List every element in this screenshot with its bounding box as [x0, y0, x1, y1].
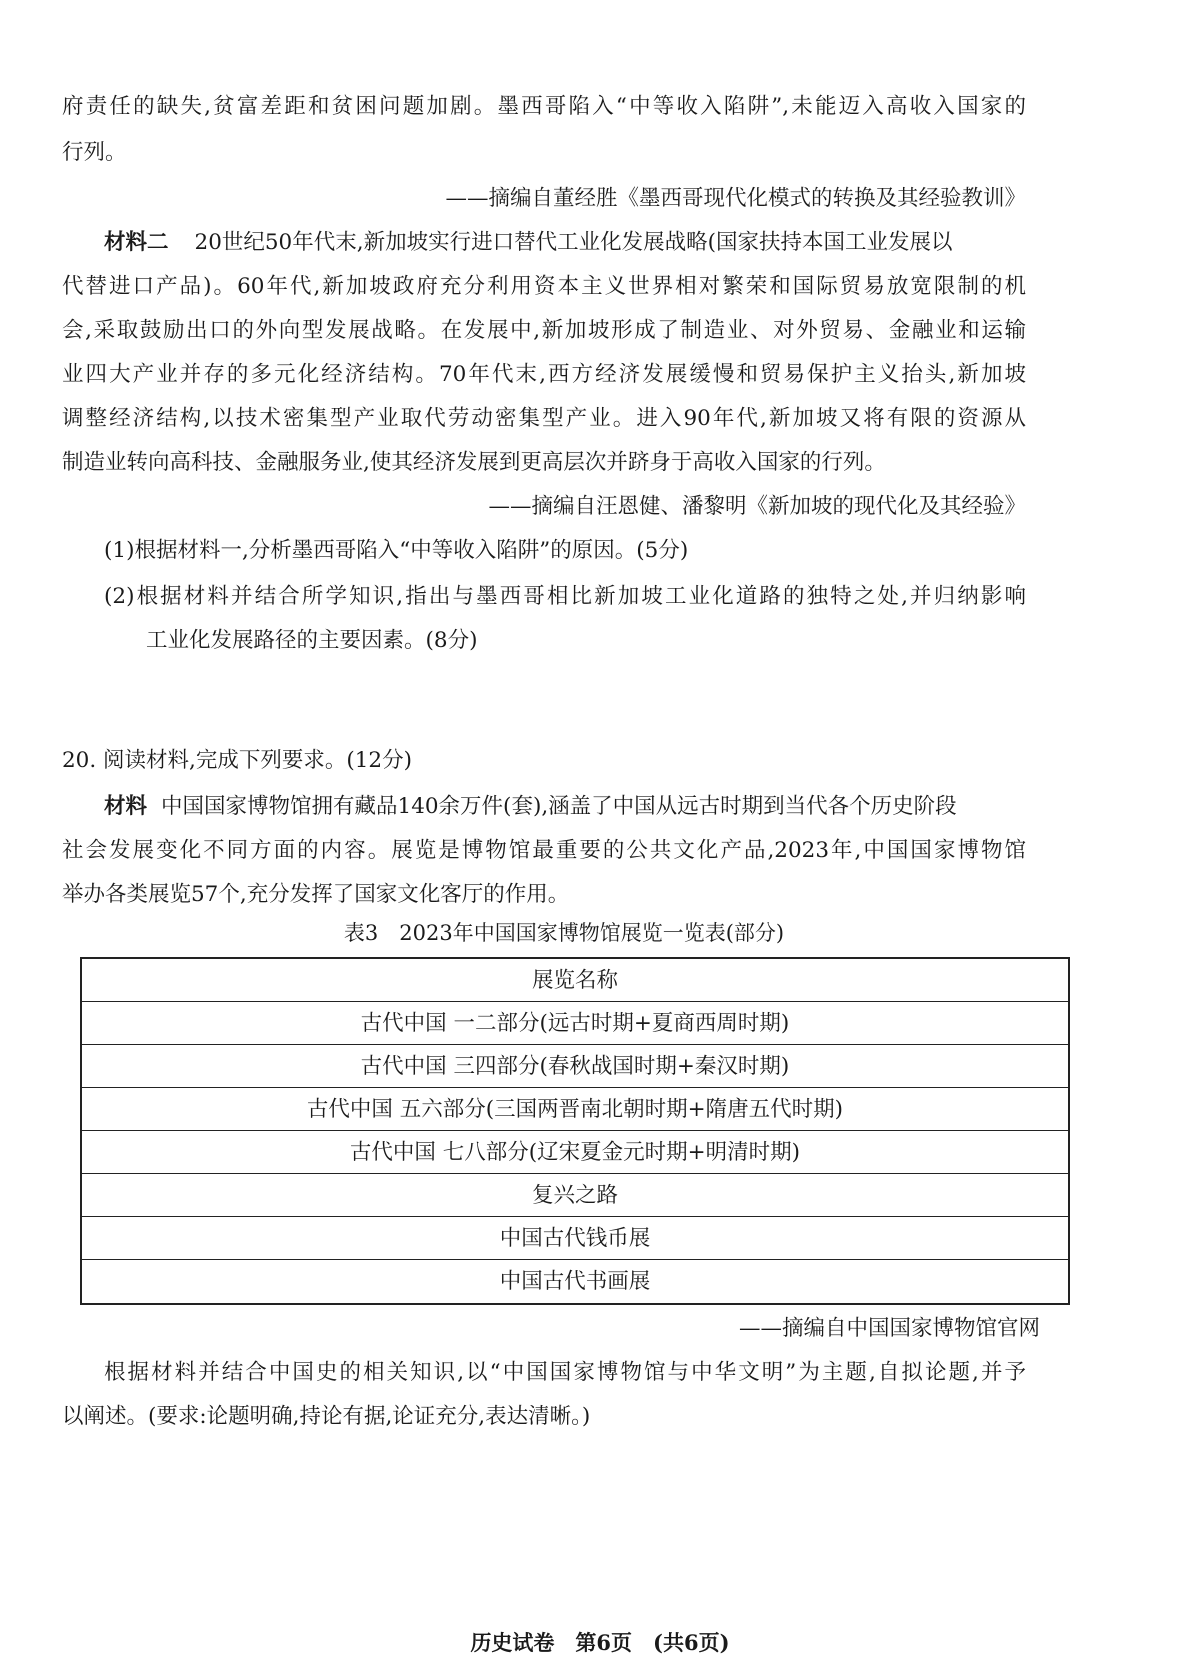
material2-first-line [104, 228, 1026, 258]
table-row: 古代中国 七八部分(辽宋夏金元时期+明清时期) [82, 1131, 1068, 1174]
material1-tail-line: 府责任的缺失,贫富差距和贫困问题加剧。墨西哥陷入“中等收入陷阱”,未能迈入高收入国家的 [62, 94, 1026, 119]
question-20-material-line: 社会发展变化不同方面的内容。展览是博物馆最重要的公共文化产品,2023年,中国国家博物馆 [62, 838, 1026, 863]
question-20-material-line: 中国国家博物馆拥有藏品140余万件(套),涵盖了中国从远古时期到当代各个历史阶段 [161, 794, 957, 819]
material2-line: 制造业转向高科技、金融服务业,使其经济发展到更高层次并跻身于高收入国家的行列。 [62, 450, 886, 475]
material1-tail-line: 行列。 [62, 140, 127, 165]
question-20-task-line: 根据材料并结合中国史的相关知识,以“中国国家博物馆与中华文明”为主题,自拟论题,并予 [104, 1360, 1026, 1385]
table-row: 复兴之路 [82, 1174, 1068, 1217]
table-header: 展览名称 [82, 959, 1068, 1002]
question-2-line: (2)根据材料并结合所学知识,指出与墨西哥相比新加坡工业化道路的独特之处,并归纳影响 [104, 584, 1026, 609]
table-row: 古代中国 三四部分(春秋战国时期+秦汉时期) [82, 1045, 1068, 1088]
question-20-material-label: 材料 [104, 794, 148, 819]
material2-line: 会,采取鼓励出口的外向型发展战略。在发展中,新加坡形成了制造业、对外贸易、金融业和运输 [62, 318, 1026, 343]
question-20-material-first-line [104, 792, 1026, 822]
material2-line: 代替进口产品)。60年代,新加坡政府充分利用资本主义世界相对繁荣和国际贸易放宽限制的机 [62, 274, 1026, 299]
table-row: 古代中国 一二部分(远古时期+夏商西周时期) [82, 1002, 1068, 1045]
table-row: 中国古代书画展 [499, 1269, 651, 1294]
question-20-task-line: 以阐述。(要求:论题明确,持论有据,论证充分,表达清晰。) [62, 1404, 591, 1429]
material2-source: ——摘编自汪恩健、潘黎明《新加坡的现代化及其经验》 [488, 494, 1026, 519]
material2-line: 业四大产业并存的多元化经济结构。70年代末,西方经济发展缓慢和贸易保护主义抬头,新加坡 [62, 362, 1026, 387]
question-20-material-line: 举办各类展览57个,充分发挥了国家文化客厅的作用。 [62, 882, 570, 907]
material2-line: 调整经济结构,以技术密集型产业取代劳动密集型产业。进入90年代,新加坡又将有限的资源从 [62, 406, 1026, 431]
table-row: 古代中国 五六部分(三国两晋南北朝时期+隋唐五代时期) [82, 1088, 1068, 1131]
question-2-line: 工业化发展路径的主要因素。(8分) [146, 628, 478, 653]
table-row: 中国古代钱币展 [82, 1217, 1068, 1260]
material2-label: 材料二 [104, 230, 169, 255]
material2-line: 20世纪50年代末,新加坡实行进口替代工业化发展战略(国家扶持本国工业发展以 [194, 230, 953, 255]
question-1: (1)根据材料一,分析墨西哥陷入“中等收入陷阱”的原因。(5分) [104, 538, 689, 563]
page-footer: 历史试卷 第6页 (共6页) [470, 1630, 730, 1655]
table-caption: 表3 2023年中国国家博物馆展览一览表(部分) [343, 921, 785, 945]
question-20-heading: 20. 阅读材料,完成下列要求。(12分) [62, 748, 412, 773]
table-source: ——摘编自中国国家博物馆官网 [738, 1316, 1040, 1341]
material1-source: ——摘编自董经胜《墨西哥现代化模式的转换及其经验教训》 [445, 186, 1026, 211]
exhibition-table [80, 957, 1070, 1305]
